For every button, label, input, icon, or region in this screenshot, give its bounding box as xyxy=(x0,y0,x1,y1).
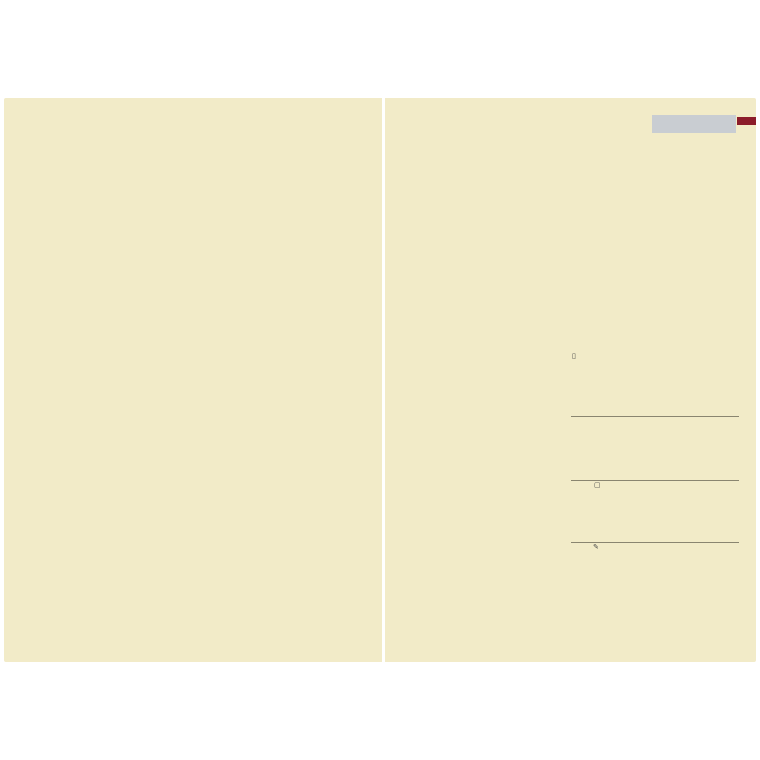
calendar-icon: ▢ xyxy=(594,481,601,489)
pencil-icon: ✎ xyxy=(593,543,599,551)
phone-icon: ▯ xyxy=(572,352,576,360)
bookmark-tab[interactable] xyxy=(737,117,756,125)
week-box xyxy=(652,115,736,133)
contacts-divider xyxy=(571,416,739,417)
right-page xyxy=(385,98,756,662)
left-page xyxy=(4,98,382,662)
